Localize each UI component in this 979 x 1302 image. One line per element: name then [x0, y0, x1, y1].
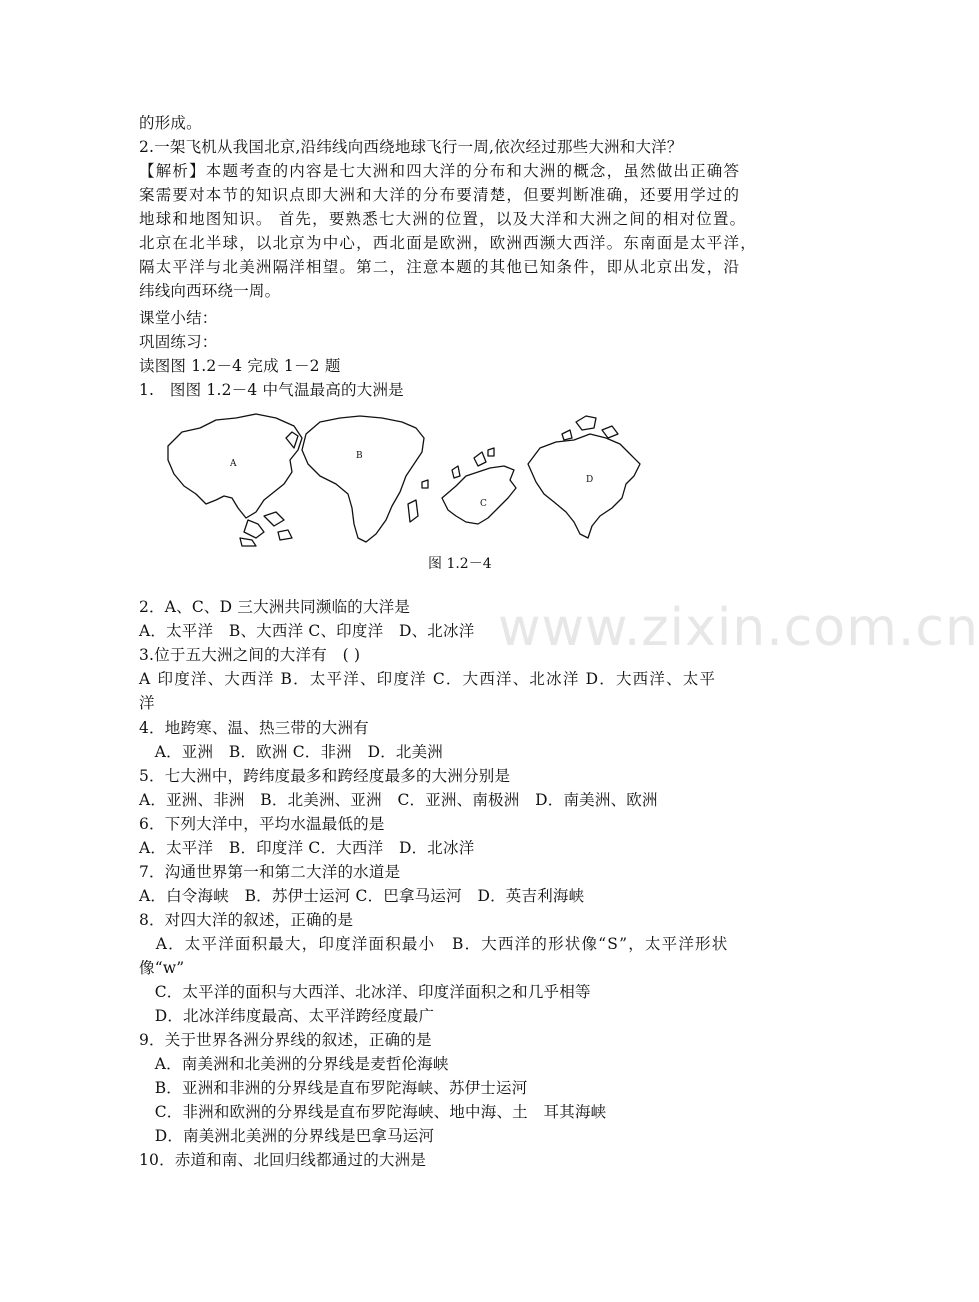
option-line: 洋 [139, 694, 155, 712]
question-line: 9．关于世界各洲分界线的叙述，正确的是 [139, 1031, 432, 1049]
island-shape [562, 430, 572, 440]
option-line: C．太平洋的面积与大西洋、北冰洋、印度洋面积之和几乎相等 [139, 983, 591, 1001]
practice-intro: 读图图 1.2－4 完成 1－2 题 [139, 357, 341, 375]
section-heading-practice: 巩固练习： [139, 333, 218, 351]
text-line: 的形成。 [139, 114, 202, 132]
analysis-line: 隔太平洋与北美洲隔洋相望。第二，注意本题的其他已知条件，即从北京出发，沿 [139, 258, 741, 276]
continent-d-shape [528, 434, 640, 538]
analysis-line: 案需要对本节的知识点即大洲和大洋的分布要清楚，但要判断准确，还要用学过的 [139, 186, 741, 204]
option-line: D．南美洲北美洲的分界线是巴拿马运河 [139, 1127, 435, 1145]
map-label-a: A [230, 459, 237, 469]
continent-b-shape [302, 416, 424, 542]
question-2-text: 2.一架飞机从我国北京,沿纬线向西绕地球飞行一周,依次经过那些大洲和大洋？ [139, 138, 683, 156]
island-shape [240, 538, 256, 546]
question-line: 7．沟通世界第一和第二大洋的水道是 [139, 863, 401, 881]
analysis-line: 地球和地图知识。 首先，要熟悉七大洲的位置，以及大洋和大洲之间的相对位置。 [139, 210, 747, 228]
analysis-line: 北京在北半球，以北京为中心，西北面是欧洲，欧洲西濒大西洋。东南面是太平洋， [139, 234, 757, 252]
option-line: 像“w” [139, 959, 185, 977]
island-shape [422, 480, 428, 488]
option-line: A．白令海峡 B．苏伊士运河 C．巴拿马运河 D．英吉利海峡 [139, 887, 585, 905]
option-line: A．太平洋 B．印度洋 C．大西洋 D．北冰洋 [139, 839, 475, 857]
question-line: 10．赤道和南、北回归线都通过的大洲是 [139, 1151, 427, 1169]
question-line: 3.位于五大洲之间的大洋有 ( ) [139, 646, 361, 664]
watermark: www.zixin.com.cn [498, 598, 979, 658]
option-line: A．亚洲 B．欧洲 C．非洲 D．北美洲 [139, 743, 443, 761]
map-label-d: D [586, 475, 594, 485]
option-line: D．北冰洋纬度最高、太平洋跨经度最广 [139, 1007, 435, 1025]
question-line: 2．A、C、D 三大洲共同濒临的大洋是 [139, 598, 411, 616]
analysis-line: 纬线向西环绕一周。 [139, 282, 281, 300]
island-shape [488, 448, 494, 456]
option-line: A．太平洋面积最大，印度洋面积最小 B．大西洋的形状像“S”，太平洋形状 [139, 935, 729, 953]
map-label-b: B [356, 451, 363, 461]
continents-map-figure [160, 408, 760, 554]
analysis-line: 【解析】本题考查的内容是七大洲和四大洋的分布和大洲的概念，虽然做出正确答 [139, 162, 741, 180]
island-shape [408, 500, 418, 522]
island-shape [278, 530, 292, 540]
option-line: A．南美洲和北美洲的分界线是麦哲伦海峡 [139, 1055, 449, 1073]
figure-caption: 图 1.2－4 [428, 556, 492, 572]
continents-map [160, 408, 760, 554]
section-heading-summary: 课堂小结： [139, 309, 218, 327]
island-shape [244, 520, 264, 538]
question-line: 8．对四大洋的叙述，正确的是 [139, 911, 354, 929]
island-shape [602, 426, 618, 438]
question-line: 4．地跨寒、温、热三带的大洲有 [139, 719, 369, 737]
option-line: B．亚洲和非洲的分界线是直布罗陀海峡、苏伊士运河 [139, 1079, 528, 1097]
option-line: A 印度洋、大西洋 B．太平洋、印度洋 C．大西洋、北冰洋 D．大西洋、太平 [139, 670, 717, 688]
island-shape [474, 452, 486, 466]
island-shape [264, 512, 284, 526]
island-shape [576, 416, 596, 430]
option-line: A．太平洋 B、大西洋 C、印度洋 D、北冰洋 [139, 622, 475, 640]
island-shape [452, 466, 460, 478]
question-1-text: 1. 图图 1.2－4 中气温最高的大洲是 [139, 381, 404, 399]
question-line: 6．下列大洋中，平均水温最低的是 [139, 815, 385, 833]
option-line: C．非洲和欧洲的分界线是直布罗陀海峡、地中海、土 耳其海峡 [139, 1103, 607, 1121]
question-line: 5．七大洲中，跨纬度最多和跨经度最多的大洲分别是 [139, 767, 511, 785]
map-label-c: C [480, 499, 487, 509]
option-line: A．亚洲、非洲 B．北美洲、亚洲 C．亚洲、南极洲 D．南美洲、欧洲 [139, 791, 658, 809]
